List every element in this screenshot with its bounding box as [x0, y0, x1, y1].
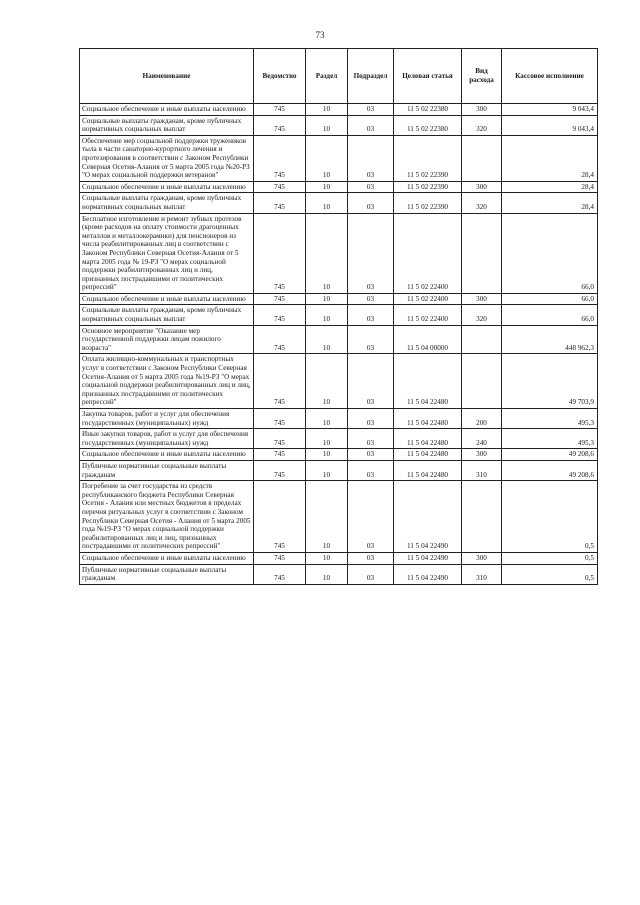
cell-subsection: 03 [348, 460, 394, 480]
cell-name: Закупка товаров, работ и услуг для обеспечения государственных (муниципальных) нужд [80, 409, 254, 429]
cell-name: Социальное обеспечение и иные выплаты населению [80, 181, 254, 193]
cell-section: 10 [306, 193, 348, 213]
cell-name: Социальное обеспечение и иные выплаты населению [80, 104, 254, 116]
cell-target-article: 11 5 04 22480 [394, 449, 462, 461]
cell-name: Обеспечение мер социальной поддержки тружеников тыла в части санаторно-курортного лечения и протезирования в соответствии с Законом Республики Северная Осетия-Алания от 5 марта 2005 года №20-РЗ "О мерах социальной поддержки ветеранов" [80, 135, 254, 181]
cell-name: Оплата жилищно-коммунальных и транспортных услуг в соответствии с Законом Республики Северная Осетия-Алания от 5 марта 2005 года №19-РЗ "О мерах социальной поддержки реабилитированных лиц и лиц, признанных пострадавшими от политических репрессий" [80, 354, 254, 409]
cell-expense-type: 300 [462, 104, 502, 116]
cell-target-article: 11 5 02 22380 [394, 115, 462, 135]
header-target-article: Целевая статья [394, 49, 462, 104]
cell-expense-type: 320 [462, 193, 502, 213]
table-row [80, 429, 598, 449]
cell-expense-type: 300 [462, 449, 502, 461]
cell-target-article: 11 5 04 00000 [394, 325, 462, 354]
cell-department: 745 [254, 481, 306, 553]
table-row [80, 481, 598, 553]
table-row [80, 305, 598, 325]
cell-target-article: 11 5 02 22380 [394, 104, 462, 116]
cell-name: Социальные выплаты гражданам, кроме публичных нормативных социальных выплат [80, 193, 254, 213]
cell-section: 10 [306, 181, 348, 193]
cell-expense-type: 300 [462, 552, 502, 564]
cell-subsection: 03 [348, 354, 394, 409]
cell-section: 10 [306, 115, 348, 135]
cell-amount: 0,5 [502, 481, 598, 553]
table-row [80, 213, 598, 293]
table-row [80, 104, 598, 116]
cell-subsection: 03 [348, 449, 394, 461]
cell-section: 10 [306, 135, 348, 181]
cell-expense-type: 300 [462, 293, 502, 305]
table-body [80, 104, 598, 585]
cell-subsection: 03 [348, 481, 394, 553]
header-name: Наименование [80, 49, 254, 104]
cell-amount: 9 043,4 [502, 115, 598, 135]
cell-section: 10 [306, 564, 348, 584]
cell-amount: 49 208,6 [502, 460, 598, 480]
cell-amount: 49 703,9 [502, 354, 598, 409]
header-department: Ведомство [254, 49, 306, 104]
cell-target-article: 11 5 04 22490 [394, 481, 462, 553]
cell-subsection: 03 [348, 104, 394, 116]
table-row [80, 135, 598, 181]
cell-department: 745 [254, 115, 306, 135]
cell-name: Публичные нормативные социальные выплаты гражданам [80, 564, 254, 584]
cell-amount: 9 043,4 [502, 104, 598, 116]
cell-subsection: 03 [348, 429, 394, 449]
table-row [80, 193, 598, 213]
cell-department: 745 [254, 449, 306, 461]
cell-subsection: 03 [348, 135, 394, 181]
cell-section: 10 [306, 460, 348, 480]
cell-department: 745 [254, 552, 306, 564]
table-row [80, 460, 598, 480]
budget-table [79, 48, 598, 585]
cell-department: 745 [254, 293, 306, 305]
cell-amount: 28,4 [502, 135, 598, 181]
header-subsection: Подраздел [348, 49, 394, 104]
header-row [80, 49, 598, 104]
cell-department: 745 [254, 305, 306, 325]
cell-name: Погребение за счет государства из средств республиканского бюджета Республики Северная Осетия - Алания или местных бюджетов в пределах перечня ритуальных услуг в соответствии с Законом Республики Северная Осетия - Алания от 5 марта 2005 года №19-РЗ "О мерах социальной поддержки реабилитированных лиц и лиц, признанных пострадавшими от политических репрессий" [80, 481, 254, 553]
cell-section: 10 [306, 481, 348, 553]
page-number: 73 [315, 30, 325, 40]
table-row [80, 293, 598, 305]
cell-subsection: 03 [348, 181, 394, 193]
cell-target-article: 11 5 04 22480 [394, 354, 462, 409]
cell-section: 10 [306, 449, 348, 461]
cell-target-article: 11 5 02 22390 [394, 135, 462, 181]
cell-section: 10 [306, 325, 348, 354]
cell-target-article: 11 5 04 22480 [394, 429, 462, 449]
cell-subsection: 03 [348, 325, 394, 354]
cell-section: 10 [306, 104, 348, 116]
cell-department: 745 [254, 325, 306, 354]
table-row [80, 181, 598, 193]
cell-department: 745 [254, 193, 306, 213]
cell-subsection: 03 [348, 409, 394, 429]
cell-subsection: 03 [348, 213, 394, 293]
cell-department: 745 [254, 354, 306, 409]
cell-expense-type [462, 325, 502, 354]
cell-expense-type: 310 [462, 564, 502, 584]
cell-amount: 28,4 [502, 181, 598, 193]
cell-section: 10 [306, 305, 348, 325]
cell-department: 745 [254, 213, 306, 293]
table-row [80, 564, 598, 584]
cell-name: Социальные выплаты гражданам, кроме публичных нормативных социальных выплат [80, 305, 254, 325]
cell-subsection: 03 [348, 293, 394, 305]
cell-subsection: 03 [348, 552, 394, 564]
table-row [80, 449, 598, 461]
cell-amount: 0,5 [502, 552, 598, 564]
cell-department: 745 [254, 564, 306, 584]
cell-name: Социальное обеспечение и иные выплаты населению [80, 449, 254, 461]
cell-target-article: 11 5 02 22400 [394, 305, 462, 325]
cell-department: 745 [254, 135, 306, 181]
cell-expense-type: 240 [462, 429, 502, 449]
cell-section: 10 [306, 429, 348, 449]
cell-target-article: 11 5 04 22490 [394, 564, 462, 584]
cell-expense-type [462, 135, 502, 181]
cell-amount: 66,0 [502, 305, 598, 325]
cell-target-article: 11 5 04 22480 [394, 409, 462, 429]
cell-amount: 448 962,3 [502, 325, 598, 354]
cell-department: 745 [254, 181, 306, 193]
cell-expense-type: 320 [462, 115, 502, 135]
cell-section: 10 [306, 552, 348, 564]
header-expense-type: Вид расхода [462, 49, 502, 104]
cell-name: Социальные выплаты гражданам, кроме публичных нормативных социальных выплат [80, 115, 254, 135]
cell-subsection: 03 [348, 305, 394, 325]
cell-section: 10 [306, 354, 348, 409]
cell-name: Бесплатное изготовление и ремонт зубных протезов (кроме расходов на оплату стоимости драгоценных металлов и металлокерамики) для пенсионеров из числа реабилитированных лиц в соответствии с Законом Республики Северная Осетия-Алания от 5 марта 2005 года № 19-РЗ "О мерах социальной поддержки реабилитированных лиц и лиц, признанных пострадавшими от политических репрессий" [80, 213, 254, 293]
cell-department: 745 [254, 429, 306, 449]
cell-subsection: 03 [348, 193, 394, 213]
cell-subsection: 03 [348, 115, 394, 135]
cell-amount: 28,4 [502, 193, 598, 213]
cell-department: 745 [254, 409, 306, 429]
table-row [80, 409, 598, 429]
header-cash-execution: Кассовое исполнение [502, 49, 598, 104]
table-row [80, 325, 598, 354]
header-section: Раздел [306, 49, 348, 104]
cell-name: Социальное обеспечение и иные выплаты населению [80, 293, 254, 305]
cell-amount: 495,3 [502, 409, 598, 429]
cell-expense-type [462, 213, 502, 293]
cell-department: 745 [254, 460, 306, 480]
cell-target-article: 11 5 04 22490 [394, 552, 462, 564]
cell-amount: 49 208,6 [502, 449, 598, 461]
cell-target-article: 11 5 02 22390 [394, 181, 462, 193]
cell-target-article: 11 5 02 22390 [394, 193, 462, 213]
cell-amount: 66,0 [502, 293, 598, 305]
cell-target-article: 11 5 04 22480 [394, 460, 462, 480]
cell-section: 10 [306, 409, 348, 429]
cell-subsection: 03 [348, 564, 394, 584]
cell-expense-type [462, 354, 502, 409]
cell-expense-type: 310 [462, 460, 502, 480]
cell-section: 10 [306, 293, 348, 305]
cell-expense-type [462, 481, 502, 553]
cell-amount: 66,0 [502, 213, 598, 293]
cell-name: Публичные нормативные социальные выплаты гражданам [80, 460, 254, 480]
cell-name: Социальное обеспечение и иные выплаты населению [80, 552, 254, 564]
cell-target-article: 11 5 02 22400 [394, 293, 462, 305]
cell-department: 745 [254, 104, 306, 116]
cell-section: 10 [306, 213, 348, 293]
cell-expense-type: 300 [462, 181, 502, 193]
table-row [80, 552, 598, 564]
cell-expense-type: 200 [462, 409, 502, 429]
cell-target-article: 11 5 02 22400 [394, 213, 462, 293]
cell-amount: 495,3 [502, 429, 598, 449]
cell-amount: 0,5 [502, 564, 598, 584]
cell-expense-type: 320 [462, 305, 502, 325]
cell-name: Основное мероприятие "Оказание мер государственной поддержки лицам пожилого возраста" [80, 325, 254, 354]
table-row [80, 115, 598, 135]
table-row [80, 354, 598, 409]
cell-name: Иные закупки товаров, работ и услуг для обеспечения государственных (муниципальных) нужд [80, 429, 254, 449]
